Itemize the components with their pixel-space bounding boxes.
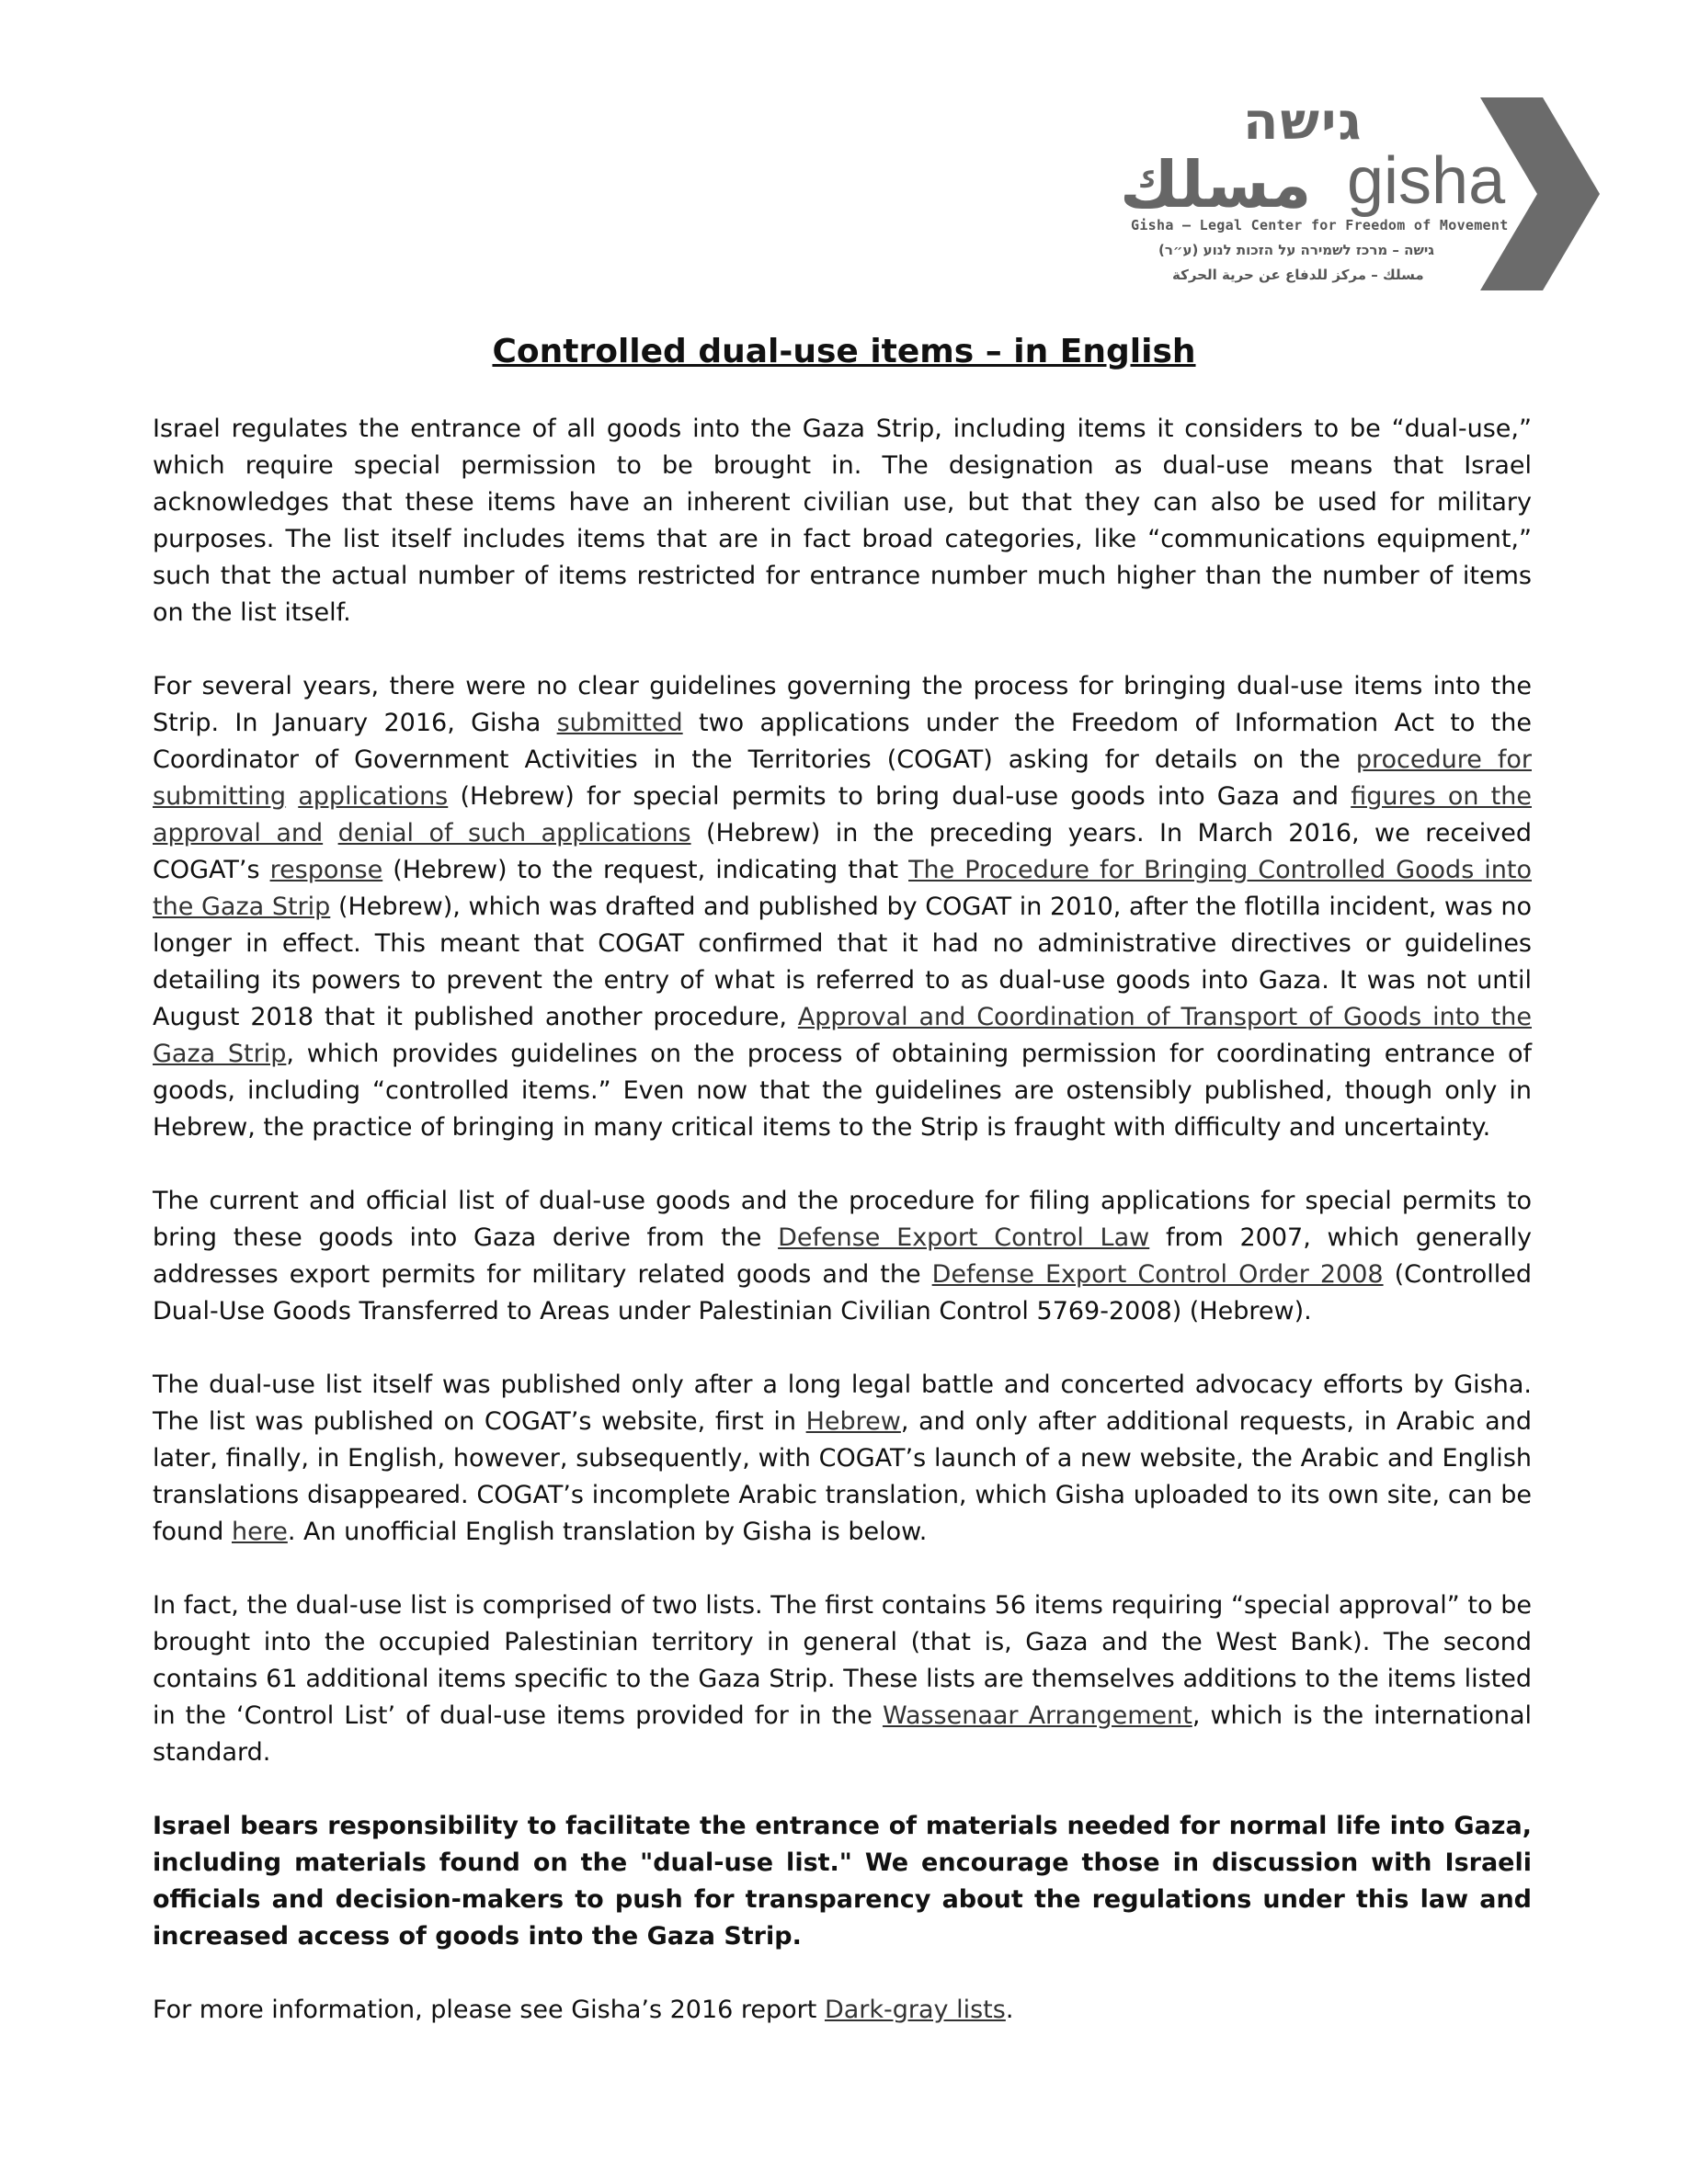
text: (Hebrew) to the request, indicating that bbox=[382, 856, 909, 884]
text: In fact, the dual-use list is comprised of two lists. The first contains 56 items requiring “special approval” to be brought into the occupied Palestinian territory in general (that is, Gaza and the West Bank). The second contains 61 additional items specific to the Gaza Strip. These lists are themselves additions to the items listed in the ‘Control List’ of dual-use items provided for in the bbox=[153, 1591, 1532, 1730]
logo-arabic: مسلك bbox=[1120, 147, 1312, 222]
text bbox=[286, 782, 298, 811]
text: . An unofficial English translation by Gisha is below. bbox=[287, 1518, 928, 1546]
link-hebrew[interactable]: Hebrew bbox=[805, 1407, 901, 1436]
paragraph-responsibility: Israel bears responsibility to facilitate the entrance of materials needed for normal life into Gaza, including materials found on the "dual-use list." We encourage those in discussion with Israeli officials and decision-makers to push for transparency about the regulations under this law and increased access of goods into the Gaza Strip. bbox=[153, 1812, 1532, 1951]
text: two applications under the Freedom of Information Act to the Coordinator of Government Activities in the Territories (COGAT) asking for details on the bbox=[153, 709, 1532, 774]
gisha-logo bbox=[1112, 92, 1609, 299]
text: . bbox=[1005, 1996, 1014, 2024]
link-response[interactable]: response bbox=[269, 856, 383, 884]
text: , which is the international standard. bbox=[153, 1701, 1532, 1767]
text bbox=[323, 819, 337, 847]
text: The dual-use list itself was published only after a long legal battle and concerted advocacy efforts by Gisha. The list was published on COGAT’s website, first in bbox=[153, 1371, 1532, 1436]
logo-tagline-hebrew: גישה – מרכז לשמירה על הזכות לנוע (ע״ר) bbox=[1158, 242, 1434, 258]
logo-hebrew: גישה bbox=[1243, 92, 1363, 152]
text: , which provides guidelines on the process of obtaining permission for coordinating entrance of goods, including “controlled items.” Even now that the guidelines are ostensibly published, though only in Hebrew, the practice of bringing in many critical items to the Strip is fraught with difficulty and uncertainty. bbox=[153, 1040, 1532, 1142]
page-title: Controlled dual-use items – in English bbox=[492, 333, 1196, 370]
text: (Controlled Dual-Use Goods Transferred to Areas under Palestinian Civilian Control 5769-2008) (Hebrew). bbox=[153, 1260, 1533, 1325]
link-defense-export-control-law[interactable]: Defense Export Control Law bbox=[778, 1223, 1150, 1252]
link-dark-gray-lists[interactable]: Dark-gray lists bbox=[824, 1996, 1006, 2024]
link-figures-approval[interactable]: figures on the approval and bbox=[153, 782, 1532, 847]
link-applications[interactable]: applications bbox=[298, 782, 449, 811]
link-here[interactable]: here bbox=[231, 1518, 288, 1546]
paragraph-more-info bbox=[153, 1992, 1532, 2029]
text: (Hebrew) in the preceding years. In March 2016, we received COGAT’s bbox=[153, 819, 1532, 884]
logo-tagline-english: Gisha – Legal Center for Freedom of Movement bbox=[1131, 217, 1509, 233]
logo-latin: gisha bbox=[1347, 144, 1506, 218]
link-submitted[interactable]: submitted bbox=[556, 709, 683, 737]
link-procedure-for-submitting[interactable]: procedure for submitting bbox=[153, 745, 1532, 811]
text: The current and official list of dual-use goods and the procedure for filing applications for special permits to bring these goods into Gaza derive from the bbox=[153, 1187, 1532, 1252]
paragraph-two-lists bbox=[153, 1587, 1532, 1771]
link-defense-export-control-order[interactable]: Defense Export Control Order 2008 bbox=[931, 1260, 1384, 1289]
text: For more information, please see Gisha’s 2016 report bbox=[153, 1996, 825, 2024]
text: (Hebrew), which was drafted and published by COGAT in 2010, after the flotilla incident, was no longer in effect. This meant that COGAT confirmed that it had no administrative directives or guidelines detailing its powers to prevent the entry of what is referred to as dual-use goods into Gaza. It was not until August 2018 that it published another procedure, bbox=[153, 893, 1532, 1031]
text: from 2007, which generally addresses export permits for military related goods and the bbox=[153, 1223, 1532, 1289]
text: For several years, there were no clear guidelines governing the process for bringing dual-use items into the Strip. In January 2016, Gisha bbox=[153, 672, 1532, 737]
logo-tagline-arabic: مسلك – مركز للدفاع عن حرية الحركة bbox=[1172, 267, 1424, 283]
link-wassenaar[interactable]: Wassenaar Arrangement bbox=[882, 1701, 1192, 1730]
paragraph-publication bbox=[153, 1367, 1532, 1551]
paragraph-intro: Israel regulates the entrance of all goods into the Gaza Strip, including items it considers to be “dual-use,” which require special permission to be brought in. The designation as dual-use means that Israel acknowledges that these items have an inherent civilian use, but that they can also be used for military purposes. The list itself includes items that are in fact broad categories, like “communications equipment,” such that the actual number of items restricted for entrance number much higher than the number of items on the list itself. bbox=[153, 415, 1532, 627]
link-denial-applications[interactable]: denial of such applications bbox=[337, 819, 691, 847]
text: (Hebrew) for special permits to bring dual-use goods into Gaza and bbox=[448, 782, 1352, 811]
link-approval-coordination[interactable]: Approval and Coordination of Transport of Goods into the Gaza Strip bbox=[153, 1003, 1532, 1068]
text: , and only after additional requests, in Arabic and later, finally, in English, however, subsequently, with COGAT’s launch of a new website, the Arabic and English translations disappeared. COGAT’s incomplete Arabic translation, which Gisha uploaded to its own site, can be found bbox=[153, 1407, 1532, 1546]
paragraph-guidelines bbox=[153, 668, 1532, 1146]
document-body bbox=[153, 411, 1532, 2065]
logo-wordmark bbox=[1112, 138, 1506, 222]
link-procedure-controlled-goods[interactable]: The Procedure for Bringing Controlled Goods into the Gaza Strip bbox=[153, 856, 1532, 921]
paragraph-law bbox=[153, 1183, 1532, 1330]
